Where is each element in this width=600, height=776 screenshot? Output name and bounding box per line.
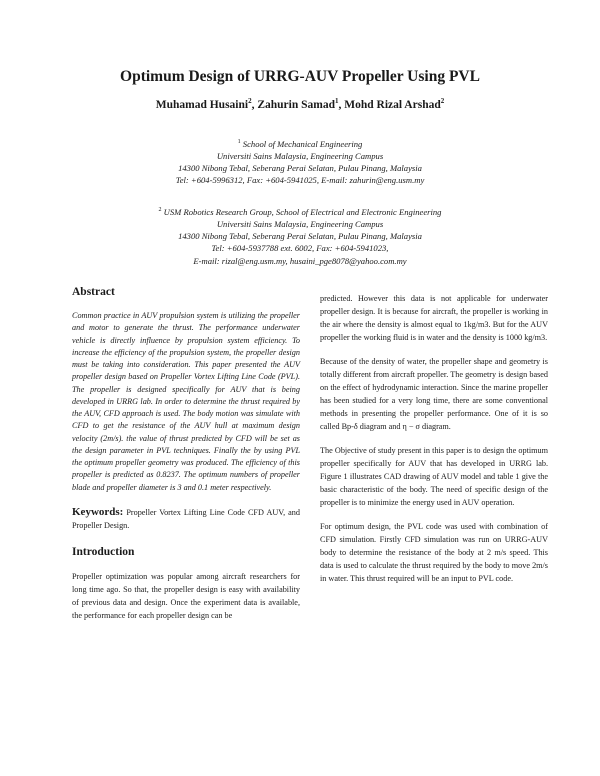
author-name: Mohd Rizal Arshad — [344, 98, 441, 111]
affiliation-2 — [0, 204, 600, 267]
author-separator: , — [338, 98, 345, 111]
affiliation-email: E-mail: rizal@eng.usm.my, husaini_pge8078@yahoo.com.my — [193, 255, 407, 266]
affiliation-mark: 1 — [237, 139, 241, 145]
keywords-text: Propeller Vortex Lifting Line Code CFD AUV, and Propeller Design. — [72, 507, 300, 530]
author-name: Muhamad Husaini — [155, 98, 249, 111]
author-affiliation-mark: 2 — [440, 97, 445, 105]
body-paragraph: Because of the density of water, the propeller shape and geometry is totally different from aircraft propeller. The geometry is design based on the effect of hydrodynamic interaction. Since the marine propeller has been studied for a very long time, there are some conventional methods in presenting the propeller performance. One of it is so called Bp-δ diagram and η − σ diagram. — [320, 357, 548, 431]
body-paragraph: For optimum design, the PVL code was used with combination of CFD simulation. Firstly CFD simulation was run on URRG-AUV body to determine the resistance of the body at 2 m/s speed. This data is used to calculate the thrust required by the body to move 2m/s in water. This thrust required will be an input to PVL code. — [320, 522, 548, 583]
author-affiliation-mark: 1 — [335, 97, 339, 105]
affiliation-line: Universiti Sains Malaysia, Engineering Campus — [216, 219, 384, 230]
author-name: Zahurin Samad — [257, 98, 335, 111]
affiliation-line — [0, 136, 600, 150]
keywords — [72, 506, 300, 532]
affiliation-contact: Tel: +604-5996312, Fax: +604-5941025, E-mail: zahurin@eng.usm.my — [175, 175, 425, 186]
affiliation-line: Universiti Sains Malaysia, Engineering Campus — [216, 151, 384, 162]
author-affiliation-mark: 2 — [248, 97, 252, 105]
affiliation-line: 14300 Nibong Tebal, Seberang Perai Selatan, Pulau Pinang, Malaysia — [178, 231, 422, 242]
affiliation-text: School of Mechanical Engineering — [242, 138, 363, 149]
affiliation-contact: Tel: +604-5937788 ext. 6002, Fax: +604-5941023, — [211, 243, 389, 254]
author-separator: , — [251, 98, 258, 111]
body-paragraph: The Objective of study present in this paper is to design the optimum propeller specifically for AUV that has developed in URRG lab. Figure 1 illustrates CAD drawing of AUV model and table 1 give the basic characteristic of the body. The need of specific design of the propeller is to minimize the energy used in AUV operation. — [320, 446, 548, 507]
right-column — [320, 292, 548, 596]
affiliation-1 — [0, 136, 600, 187]
affiliation-mark: 2 — [158, 207, 162, 213]
author-list — [0, 97, 600, 111]
affiliation-line: 14300 Nibong Tebal, Seberang Perai Selatan, Pulau Pinang, Malaysia — [178, 163, 422, 174]
abstract-text: Common practice in AUV propulsion system is utilizing the propeller and motor to generate the thrust. The performance underwater vehicle is directly influence by propulsion system efficiency. To increase the efficiency of the propulsion system, the propeller design must be taking into consideration. This paper presented the AUV propeller design based on Propeller Vortex Lifting Line Code (PVL). The propeller is designed specifically for AUV that is being developed in URRG lab. In order to determine the thrust required by the AUV, CFD approach is used. The body motion was simulate with CFD to get the resistance of the AUV hull at maximum design velocity (2m/s). the value of thrust predicted by CFD will be set as the design parameter in PVL techniques. Finally the by using PVL the optimum propeller geometry was produced. The efficiency of this propeller is predicted as 0.8237. The optimum numbers of propeller blade and propeller diameter is 3 and 0.1 meter respectively. — [72, 311, 300, 492]
body-paragraph: predicted. However this data is not applicable for underwater propeller design. It is because for aircraft, the propeller is working in the air where the density is almost equal to 1kg/m3. But for the AUV propeller the working fluid is in water and the density is 1000 kg/m3. — [320, 294, 548, 342]
introduction-heading: Introduction — [72, 545, 135, 558]
affiliation-text: USM Robotics Research Group, School of Electrical and Electronic Engineering — [163, 206, 442, 217]
keywords-label: Keywords: — [72, 505, 124, 518]
introduction-paragraph: Propeller optimization was popular among aircraft researchers for long time ago. So that, the propeller design is easy with availability of previous data and design. Once the experiment data is available, the performance for each propeller design can be — [72, 571, 300, 620]
abstract-heading: Abstract — [72, 286, 115, 298]
paper-title: Optimum Design of URRG-AUV Propeller Using PVL — [120, 68, 480, 85]
left-column — [72, 286, 300, 632]
affiliation-line — [0, 204, 600, 218]
